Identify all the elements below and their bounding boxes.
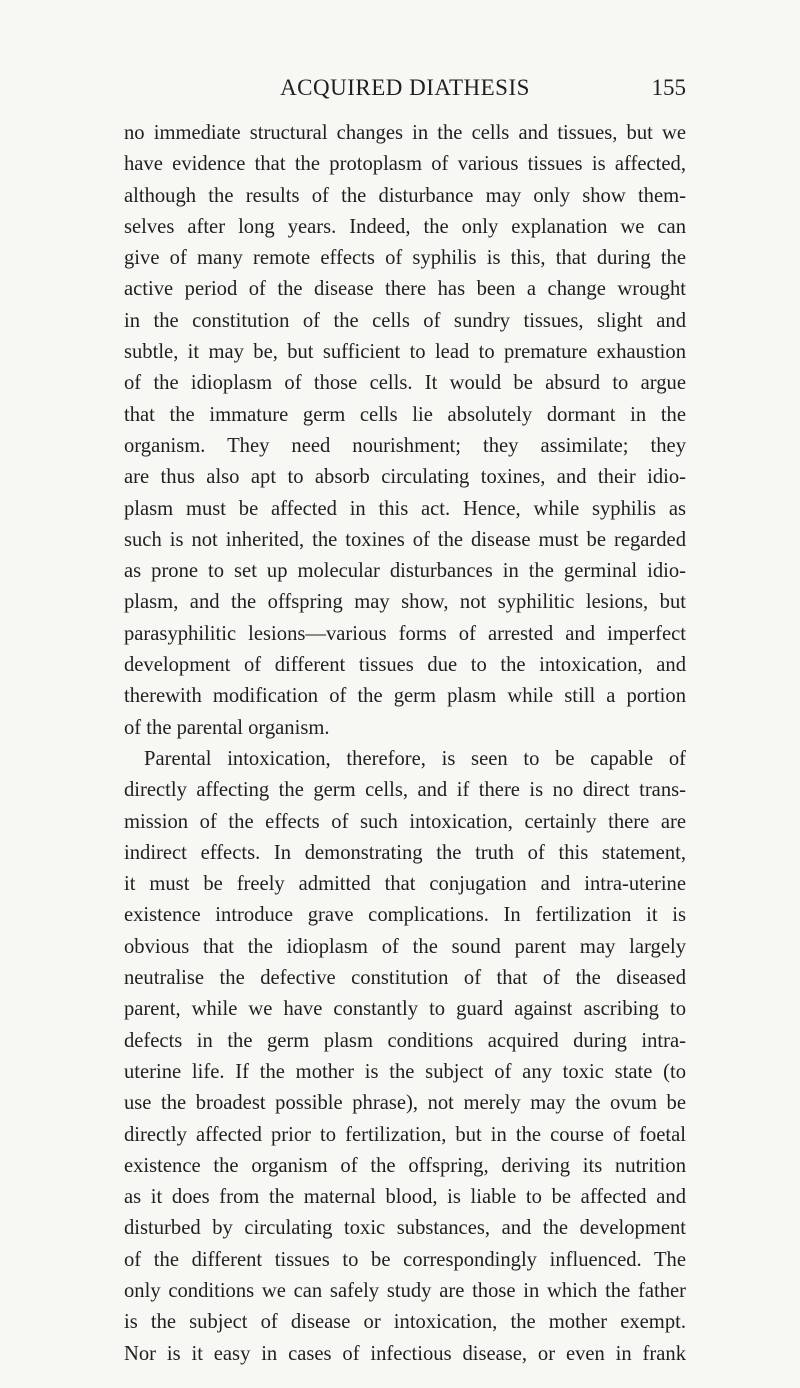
text-line: disturbed by circulating toxic substances, and the development (124, 1217, 686, 1240)
text-line: mission of the effects of such intoxication, certainly there are (124, 810, 686, 833)
text-line: although the results of the disturbance may only show them- (124, 184, 686, 207)
text-line: is the subject of disease or intoxication, the mother exempt. (124, 1311, 686, 1334)
text-line: Nor is it easy in cases of infectious disease, or even in frank (124, 1342, 686, 1365)
text-line: parent, while we have constantly to guard against ascribing to (124, 998, 686, 1021)
text-line: only conditions we can safely study are those in which the father (124, 1279, 686, 1302)
text-line: plasm, and the offspring may show, not syphilitic lesions, but (124, 591, 686, 614)
text-line: organism. They need nourishment; they assimilate; they (124, 434, 686, 457)
text-line: it must be freely admitted that conjugation and intra-uterine (124, 873, 686, 896)
text-line: indirect effects. In demonstrating the truth of this statement, (124, 841, 686, 864)
text-line: selves after long years. Indeed, the only explanation we can (124, 215, 686, 238)
text-line: in the constitution of the cells of sundry tissues, slight and (124, 309, 686, 332)
text-line: give of many remote effects of syphilis is this, that during the (124, 247, 686, 270)
text-line: of the parental organism. (124, 716, 330, 739)
text-line: defects in the germ plasm conditions acquired during intra- (124, 1029, 686, 1052)
text-line: subtle, it may be, but sufficient to lead to premature exhaustion (124, 341, 686, 364)
text-line: parasyphilitic lesions—various forms of arrested and imperfect (124, 622, 686, 645)
text-line: Parental intoxication, therefore, is seen to be capable of (144, 747, 686, 770)
text-line: that the immature germ cells lie absolutely dormant in the (124, 403, 686, 426)
text-line: directly affected prior to fertilization, but in the course of foetal (124, 1123, 686, 1146)
text-line: have evidence that the protoplasm of various tissues is affected, (124, 153, 686, 176)
page-number: 155 (651, 75, 686, 100)
body-text (124, 118, 686, 1370)
text-line: existence the organism of the offspring, deriving its nutrition (124, 1154, 686, 1177)
text-line: uterine life. If the mother is the subject of any toxic state (to (124, 1060, 686, 1083)
text-line: as it does from the maternal blood, is liable to be affected and (124, 1186, 686, 1209)
text-line: directly affecting the germ cells, and if there is no direct trans- (124, 779, 686, 802)
text-line: obvious that the idioplasm of the sound parent may largely (124, 935, 686, 958)
text-line: plasm must be affected in this act. Hence, while syphilis as (124, 497, 686, 520)
text-line: no immediate structural changes in the cells and tissues, but we (124, 122, 686, 144)
running-title: ACQUIRED DIATHESIS (280, 75, 530, 100)
text-line: therewith modification of the germ plasm while still a portion (124, 685, 686, 708)
text-line: are thus also apt to absorb circulating toxines, and their idio- (124, 466, 686, 489)
text-line: active period of the disease there has been a change wrought (124, 278, 686, 301)
text-line: such is not inherited, the toxines of the disease must be regarded (124, 528, 686, 551)
running-head (124, 70, 686, 106)
text-line: use the broadest possible phrase), not merely may the ovum be (124, 1092, 686, 1115)
text-line: of the different tissues to be correspondingly influenced. The (124, 1248, 686, 1271)
text-line: of the idioplasm of those cells. It would be absurd to argue (124, 372, 686, 395)
text-line: development of different tissues due to the intoxication, and (124, 654, 686, 677)
text-line: neutralise the defective constitution of that of the diseased (124, 967, 686, 990)
text-line: existence introduce grave complications. In fertilization it is (124, 904, 686, 927)
text-line: as prone to set up molecular disturbances in the germinal idio- (124, 560, 686, 583)
